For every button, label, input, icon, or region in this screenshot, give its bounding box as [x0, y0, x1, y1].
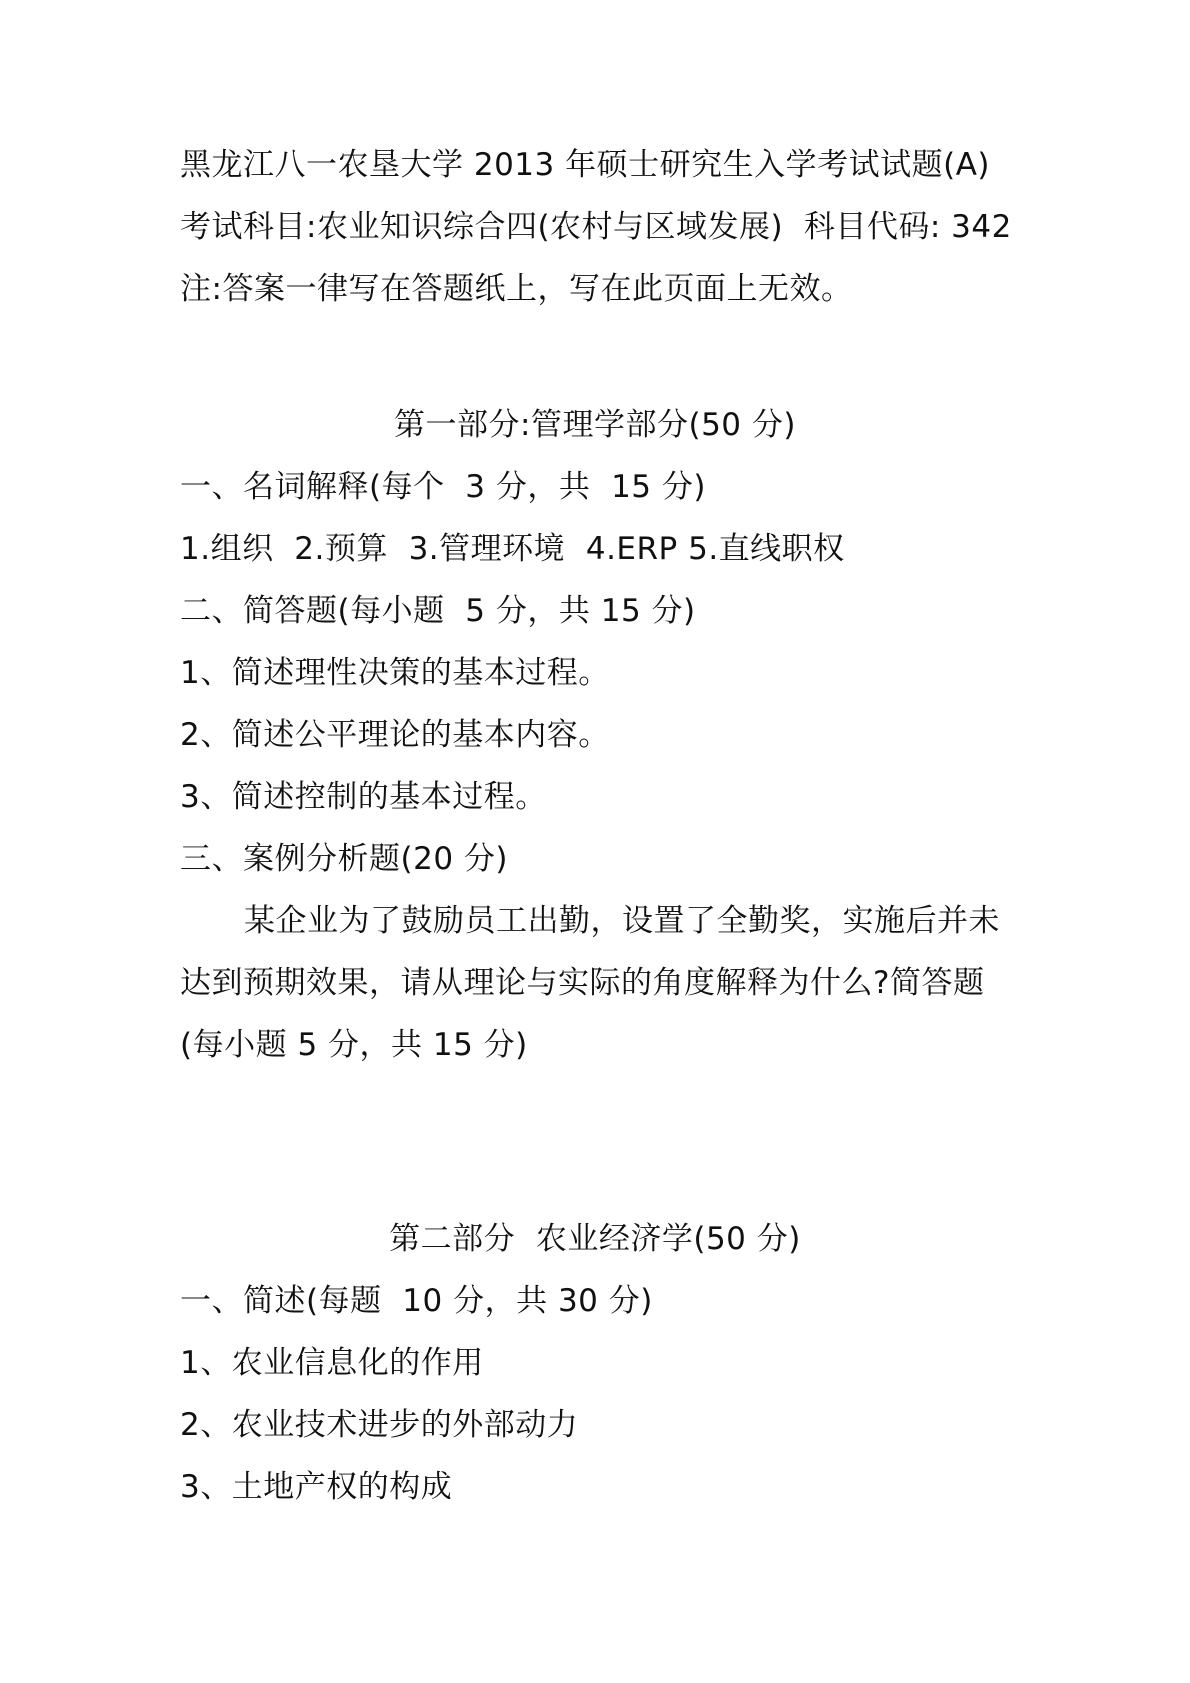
exam-title: 黑龙江八一农垦大学 2013 年硕士研究生入学考试试题(A)	[180, 147, 990, 183]
case-text-line-1: 某企业为了鼓励员工出勤，设置了全勤奖，实施后并未	[244, 903, 1000, 939]
exam-note: 注:答案一律写在答题纸上，写在此页面上无效。	[180, 271, 853, 307]
part1-heading: 第一部分:管理学部分(50 分)	[394, 407, 796, 443]
part2-section1-question-1: 1、农业信息化的作用	[180, 1345, 484, 1381]
part1-section3-title: 三、案例分析题(20 分)	[180, 841, 508, 877]
part1-section1-title: 一、名词解释(每个 3 分，共 15 分)	[180, 469, 706, 505]
exam-subject-line: 考试科目:农业知识综合四(农村与区域发展) 科目代码: 342	[180, 209, 1012, 245]
part2-heading: 第二部分 农业经济学(50 分)	[389, 1221, 801, 1257]
case-text-line-2: 达到预期效果，请从理论与实际的角度解释为什么?简答题	[180, 965, 985, 1001]
case-text-line-3: (每小题 5 分，共 15 分)	[180, 1027, 528, 1063]
part1-section2-question-2: 2、简述公平理论的基本内容。	[180, 717, 610, 753]
part1-section2-title: 二、简答题(每小题 5 分，共 15 分)	[180, 593, 696, 629]
part1-section1-terms: 1.组织 2.预算 3.管理环境 4.ERP 5.直线职权	[180, 531, 845, 567]
part1-section2-question-1: 1、简述理性决策的基本过程。	[180, 655, 610, 691]
part2-section1-title: 一、简述(每题 10 分，共 30 分)	[180, 1283, 653, 1319]
part2-section1-question-2: 2、农业技术进步的外部动力	[180, 1407, 579, 1443]
part2-section1-question-3: 3、土地产权的构成	[180, 1469, 453, 1505]
part1-section2-question-3: 3、简述控制的基本过程。	[180, 779, 547, 815]
